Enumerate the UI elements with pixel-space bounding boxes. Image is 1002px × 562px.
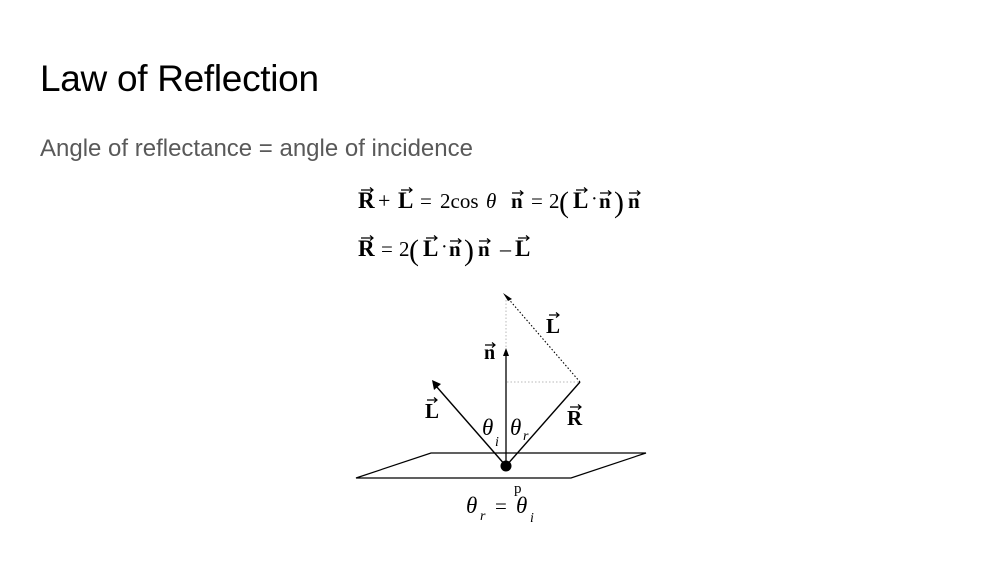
label-point-p: p <box>514 481 522 497</box>
eq2-L2: L <box>515 236 531 261</box>
label-theta-r: θ <box>510 415 522 440</box>
eq2-lparen: ( <box>409 234 419 267</box>
eq1-two: 2 <box>549 189 560 213</box>
eq1-equals-b: = <box>531 189 543 213</box>
label-L-top: L <box>546 314 561 338</box>
eq2-rparen: ) <box>464 234 474 267</box>
eq1-R: R <box>358 188 375 213</box>
eq1-two-cos: 2cos <box>440 189 479 213</box>
incident-vector-line <box>436 386 506 466</box>
eq2-equals: = <box>381 237 393 261</box>
bottom-theta-r-sub: r <box>480 509 486 524</box>
label-theta-i-sub: i <box>495 435 499 450</box>
equation-2 <box>358 234 530 267</box>
eq1-rparen: ) <box>614 186 624 219</box>
eq2-n1: n <box>449 237 461 261</box>
eq1-L1: L <box>398 188 414 213</box>
eq1-theta: θ <box>486 189 497 213</box>
eq2-n2: n <box>478 237 490 261</box>
label-L-left: L <box>425 399 440 423</box>
dotted-guide-L-vector <box>506 296 580 382</box>
eq2-L1: L <box>423 236 439 261</box>
label-R: R <box>567 406 583 430</box>
eq1-n3: n <box>628 189 640 213</box>
eq1-equals-a: = <box>420 189 432 213</box>
label-theta-i: θ <box>482 415 494 440</box>
slide-title: Law of Reflection <box>40 58 319 99</box>
bottom-theta-i: θ <box>516 493 528 518</box>
equation-1 <box>358 186 640 219</box>
arrowhead-icon <box>503 348 509 356</box>
eq2-dot: · <box>441 236 448 258</box>
arrowhead-icon <box>432 380 441 390</box>
eq1-lparen: ( <box>559 186 569 219</box>
eq2-R: R <box>358 236 375 261</box>
eq1-plus: + <box>378 188 391 213</box>
eq1-n2: n <box>599 189 611 213</box>
eq1-L2: L <box>573 188 589 213</box>
eq1-n1: n <box>511 189 523 213</box>
bottom-equals: = <box>495 494 507 518</box>
label-theta-r-sub: r <box>523 429 529 444</box>
slide-subtitle: Angle of reflectance = angle of incidence <box>40 135 473 162</box>
point-p <box>501 461 512 472</box>
reflection-figure <box>356 293 646 526</box>
eq1-dot: · <box>591 188 598 210</box>
label-n: n <box>484 342 496 364</box>
arrowhead-icon <box>503 293 512 301</box>
eq2-minus: – <box>500 236 511 261</box>
eq2-two: 2 <box>399 237 410 261</box>
bottom-theta-r: θ <box>466 493 478 518</box>
bottom-theta-i-sub: i <box>530 511 534 526</box>
